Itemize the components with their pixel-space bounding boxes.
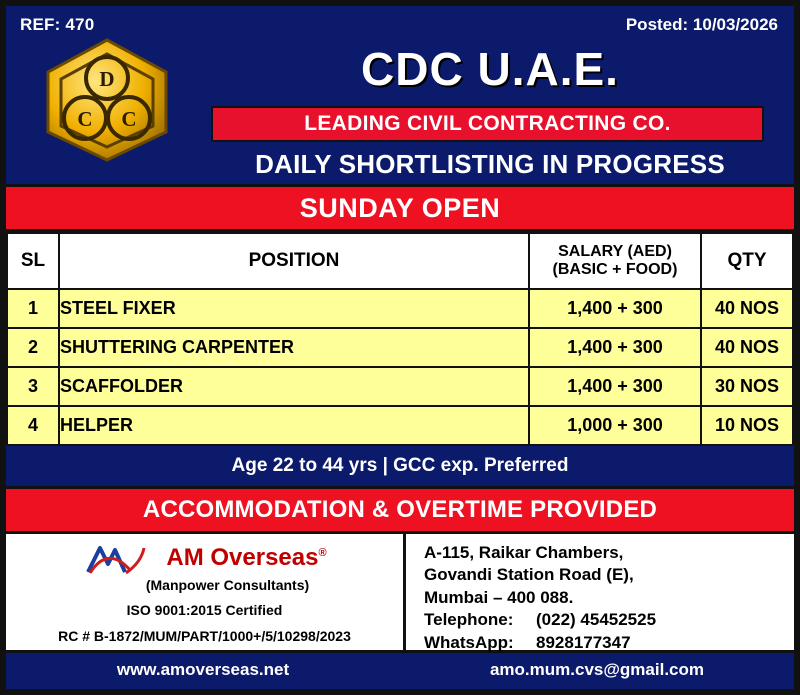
address-line-1: A-115, Raikar Chambers, <box>424 543 624 562</box>
agency-subtitle: (Manpower Consultants) <box>145 577 310 593</box>
website-link[interactable]: www.amoverseas.net <box>116 660 290 679</box>
address-line-2: Govandi Station Road (E), <box>424 565 634 585</box>
company-tagline: LEADING CIVIL CONTRACTING CO. <box>304 112 671 135</box>
age-requirement-note: Age 22 to 44 yrs | GCC exp. Preferred <box>6 446 794 489</box>
table-row <box>7 367 793 406</box>
agency-address <box>406 534 794 650</box>
row-position: SCAFFOLDER <box>59 367 529 406</box>
footer-contact-bar <box>6 653 794 687</box>
header-sl: SL <box>7 233 59 289</box>
table-row <box>7 289 793 328</box>
row-salary: 1,400 + 300 <box>529 289 701 328</box>
am-overseas-logo-icon <box>82 540 160 576</box>
row-position: HELPER <box>59 406 529 445</box>
agency-brand-row <box>6 540 403 576</box>
row-salary: 1,400 + 300 <box>529 367 701 406</box>
header-salary <box>529 233 701 289</box>
registered-mark: ® <box>318 547 327 559</box>
agency-identity <box>6 534 406 650</box>
row-sl: 2 <box>7 328 59 367</box>
row-position: STEEL FIXER <box>59 289 529 328</box>
row-salary: 1,400 + 300 <box>529 328 701 367</box>
row-qty: 40 NOS <box>701 328 793 367</box>
row-salary: 1,000 + 300 <box>529 406 701 445</box>
header-salary-line1: SALARY (AED) <box>558 242 672 260</box>
poster-header <box>6 6 794 184</box>
header-qty: QTY <box>701 233 793 289</box>
reference-number: REF: 470 <box>20 15 95 34</box>
iso-certification: ISO 9001:2015 Certified <box>126 602 283 618</box>
whatsapp-label: WhatsApp: <box>424 632 514 652</box>
row-qty: 10 NOS <box>701 406 793 445</box>
accommodation-banner: ACCOMMODATION & OVERTIME PROVIDED <box>6 489 794 534</box>
posted-date: Posted: 10/03/2026 <box>625 15 778 34</box>
row-sl: 4 <box>7 406 59 445</box>
telephone-row <box>424 609 794 631</box>
header-position: POSITION <box>59 233 529 289</box>
vacancy-table <box>6 232 794 446</box>
row-sl: 1 <box>7 289 59 328</box>
shortlisting-notice: DAILY SHORTLISTING IN PROGRESS <box>255 149 725 179</box>
table-row <box>7 406 793 445</box>
agency-details <box>6 534 794 653</box>
svg-text:D: D <box>99 67 115 91</box>
row-qty: 40 NOS <box>701 289 793 328</box>
header-salary-line2: (BASIC + FOOD) <box>552 261 678 278</box>
agency-name: AM Overseas® <box>166 544 327 571</box>
sunday-open-banner: SUNDAY OPEN <box>6 184 794 232</box>
row-sl: 3 <box>7 367 59 406</box>
telephone-value: (022) 45452525 <box>536 610 657 630</box>
email-link[interactable]: amo.mum.cvs@gmail.com <box>489 660 705 679</box>
svg-text:C: C <box>77 107 93 131</box>
table-header-row <box>7 233 793 289</box>
registration-number: RC # B-1872/MUM/PART/1000+/5/10298/2023 <box>58 628 351 644</box>
cdc-logo-icon <box>40 36 175 164</box>
row-qty: 30 NOS <box>701 367 793 406</box>
row-position: SHUTTERING CARPENTER <box>59 328 529 367</box>
whatsapp-value: 8928177347 <box>536 632 631 652</box>
telephone-label: Telephone: <box>424 610 514 630</box>
whatsapp-row <box>424 632 794 654</box>
svg-text:C: C <box>121 107 137 131</box>
address-line-3: Mumbai – 400 088. <box>424 587 574 607</box>
company-title: CDC U.A.E. <box>361 43 619 95</box>
company-tagline-bar <box>211 106 764 142</box>
table-row <box>7 328 793 367</box>
